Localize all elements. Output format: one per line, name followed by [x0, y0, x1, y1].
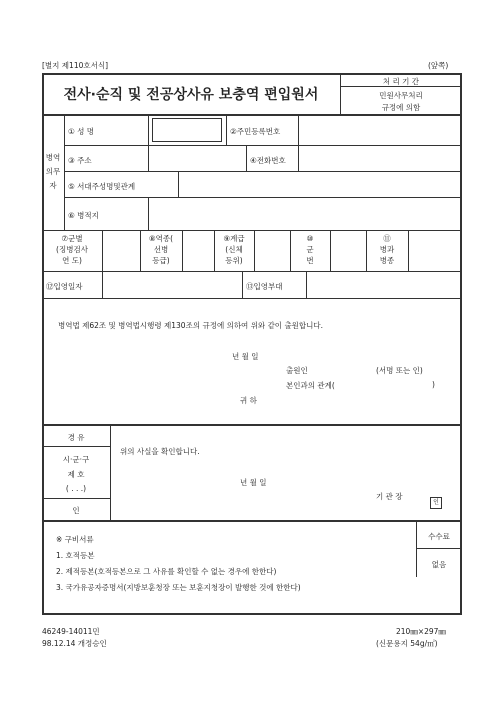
office-label: 시·군·구 [62, 455, 90, 464]
serial-label-1: ⑩ [306, 234, 314, 243]
form-number: [별지 제110호서식] [42, 61, 109, 70]
processing-period-label: 처 리 기 간 [382, 77, 420, 86]
paper-size: 210㎜×297㎜ [396, 627, 446, 636]
applicant-label: 출원인 [286, 366, 308, 375]
householder-label: ⑤ 서대주성명및관계 [68, 182, 136, 191]
fee-value: 없음 [431, 560, 447, 569]
via-label: 경 유 [67, 433, 85, 442]
address-label: ③ 주소 [68, 156, 92, 165]
side-label-3: 자 [49, 181, 57, 190]
form-code: 46249-14011민 [42, 627, 100, 636]
branch-label-3: 연 도) [62, 256, 82, 265]
rank-label-2: (신체 [225, 245, 243, 254]
service-type-label-3: 등급) [152, 256, 170, 265]
statement-date: 년 월 일 [232, 352, 259, 361]
service-type-label-1: ⑧역종( [148, 234, 174, 243]
office-number: 제 호 [67, 470, 85, 479]
fee-label: 수수료 [428, 532, 450, 541]
name-label: ① 성 명 [68, 127, 94, 136]
sign-label: (서명 또는 인) [376, 366, 423, 375]
docs-item-2: 2. 제적등본(호적등본으로 그 사유를 확인할 수 없는 경우에 한한다) [56, 567, 277, 576]
relation-label: 본인과의 관계( [286, 381, 335, 390]
name-field[interactable] [152, 118, 222, 142]
office-date: ( . . .) [65, 484, 87, 493]
verify-date: 년 월 일 [240, 478, 267, 487]
approval-date: 98.12.14 개정승인 [42, 639, 107, 648]
page-side-label: (앞쪽) [428, 61, 449, 70]
processing-period-line2: 규정에 의함 [381, 103, 421, 112]
specialty-label-2: 병과 [379, 245, 395, 254]
rrn-label: ②주민등록번호 [230, 127, 281, 136]
serial-label-2: 군 [306, 245, 314, 254]
side-label-2: 의무 [45, 167, 61, 176]
enlist-date-label: ⑫입영일자 [46, 282, 83, 291]
recipient-label: 귀 하 [240, 396, 257, 405]
docs-item-3: 3. 국가유공자증명서(지방보훈청장 또는 보훈지청장이 발행한 것에 한한다) [56, 583, 301, 592]
form-title: 전사·순직 및 전공상사유 보충역 편입원서 [63, 87, 319, 103]
side-label-1: 병역 [45, 153, 61, 162]
docs-item-1: 1. 호적등본 [56, 551, 95, 560]
serial-label-3: 번 [306, 256, 314, 265]
service-unit-label: ⑥ 병적지 [68, 211, 99, 220]
specialty-label-1: ⑪ [383, 234, 391, 243]
relation-close: ) [432, 380, 435, 389]
branch-label-1: ⑦군별 [61, 234, 83, 243]
statement-text: 병역법 제62조 및 병역법시행령 제130조의 규정에 의하여 위와 같이 출원합니다. [58, 321, 324, 330]
rank-label-1: ⑨계급 [223, 234, 245, 243]
service-type-label-2: 선병 [153, 245, 169, 254]
chief-seal-icon: 인 [430, 497, 442, 509]
chief-label: 기 관 장 [376, 492, 403, 501]
processing-period-line1: 민원사무처리 [379, 91, 423, 100]
verify-text: 위의 사실을 확인합니다. [120, 447, 200, 456]
enlist-unit-label: ⑬입영부대 [246, 282, 283, 291]
office-seal-label: 인 [72, 506, 80, 515]
branch-label-2: (징병검사 [56, 245, 88, 254]
paper-type: (신문용지 54g/㎡) [376, 639, 438, 648]
specialty-label-3: 병종 [379, 256, 395, 265]
phone-label: ④전화번호 [250, 156, 286, 165]
docs-title: ※ 구비서류 [56, 535, 94, 544]
rank-label-3: 등위) [225, 256, 243, 265]
